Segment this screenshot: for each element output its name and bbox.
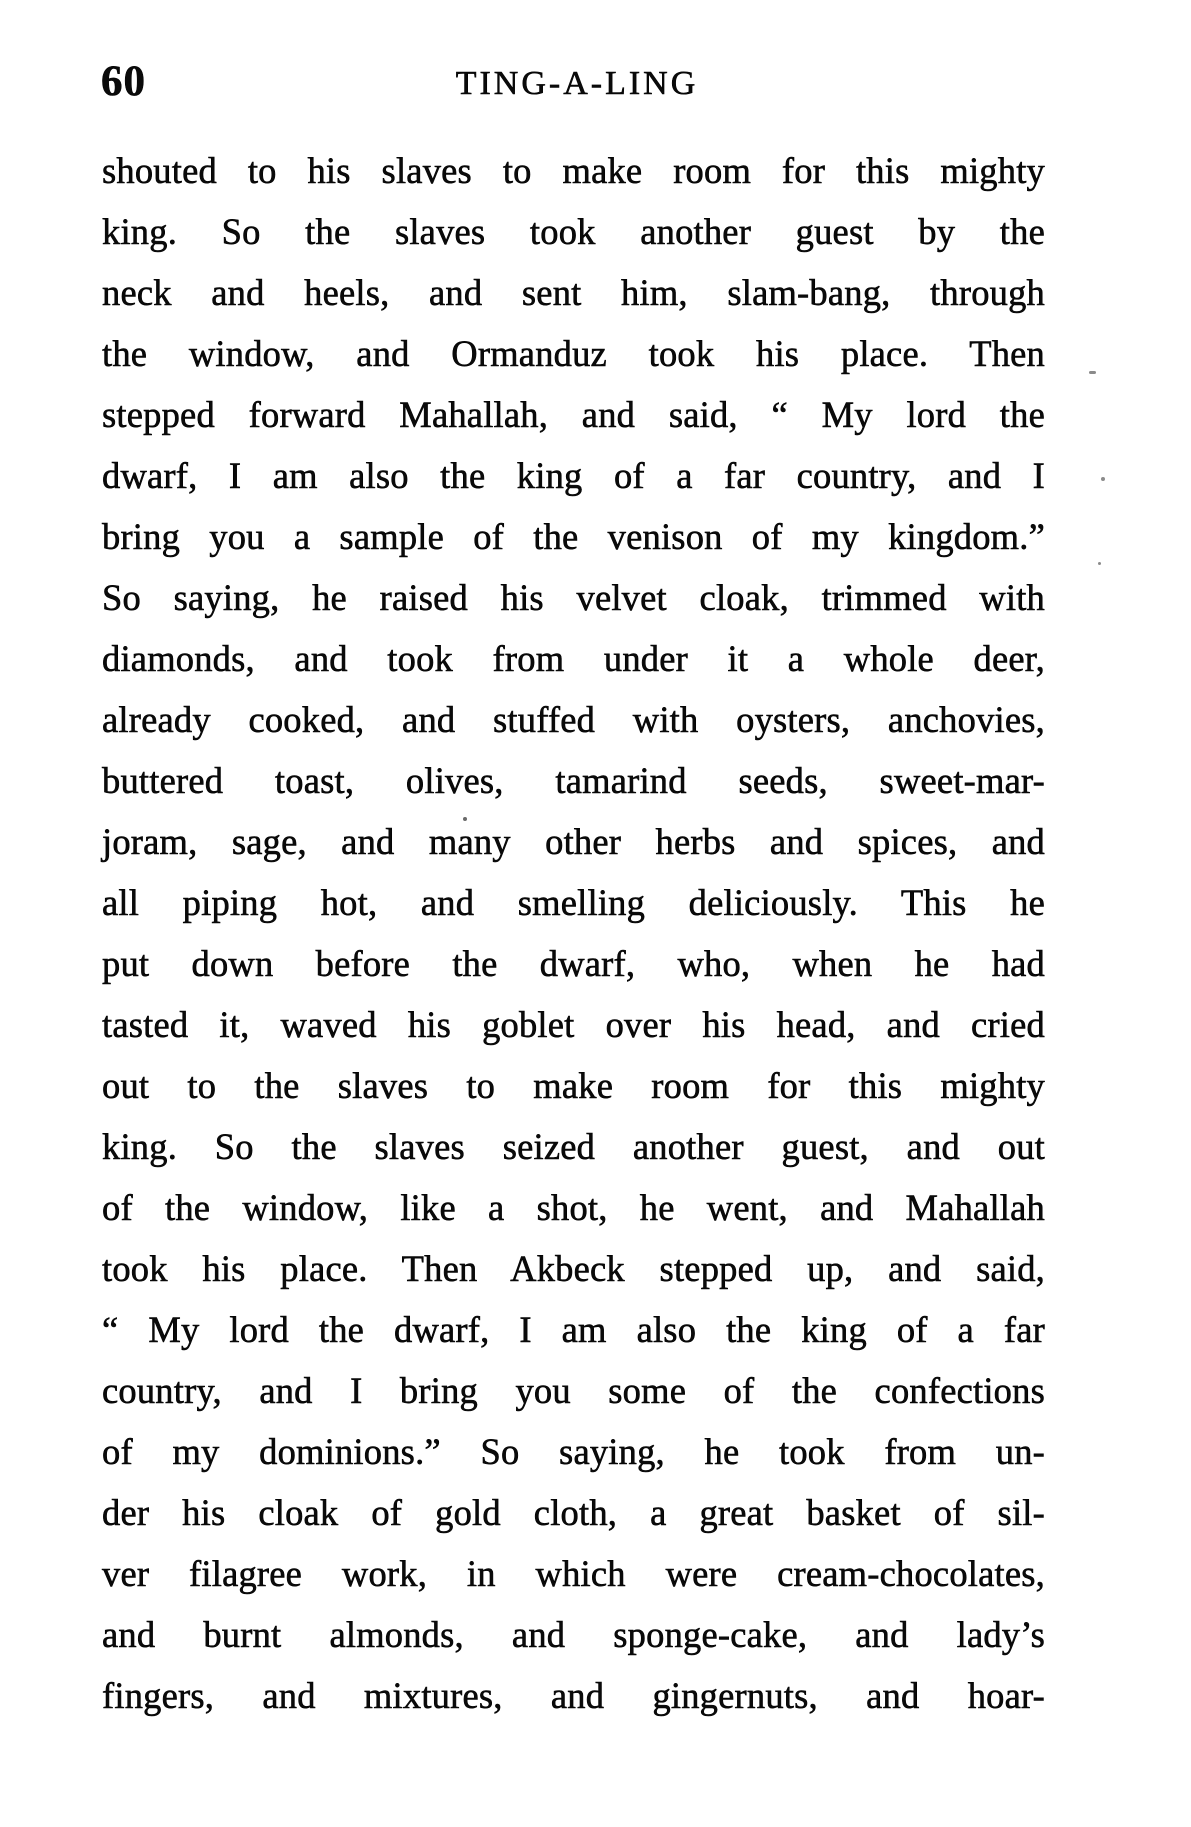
text-line: fingers, and mixtures, and gingernuts, and hoar-	[102, 1675, 1045, 1716]
text-line: stepped forward Mahallah, and said, “ My lord the	[102, 394, 1045, 435]
text-line: put down before the dwarf, who, when he had	[102, 943, 1045, 984]
text-line: der his cloak of gold cloth, a great basket of sil-	[102, 1492, 1045, 1533]
text-line: dwarf, I am also the king of a far country, and I	[102, 455, 1045, 496]
text-line: diamonds, and took from under it a whole deer,	[102, 638, 1045, 679]
scan-speck	[1098, 562, 1101, 565]
page-number: 60	[101, 58, 146, 105]
text-line: country, and I bring you some of the confections	[102, 1370, 1045, 1411]
text-line: buttered toast, olives, tamarind seeds, sweet-mar-	[102, 760, 1045, 801]
text-line: king. So the slaves seized another guest, and out	[102, 1126, 1045, 1167]
scan-speck	[1089, 371, 1096, 374]
text-line: bring you a sample of the venison of my kingdom.”	[102, 516, 1045, 557]
text-line: shouted to his slaves to make room for this mighty	[102, 150, 1045, 191]
text-line: already cooked, and stuffed with oysters, anchovies,	[102, 699, 1045, 740]
text-line: tasted it, waved his goblet over his head, and cried	[102, 1004, 1045, 1045]
text-line: king. So the slaves took another guest by the	[102, 211, 1045, 252]
text-line: of the window, like a shot, he went, and Mahallah	[102, 1187, 1045, 1228]
text-line: ver filagree work, in which were cream-chocolates,	[102, 1553, 1045, 1594]
body-text	[102, 140, 1045, 1726]
text-line: out to the slaves to make room for this mighty	[102, 1065, 1045, 1106]
text-line: all piping hot, and smelling deliciously. This he	[102, 882, 1045, 923]
text-line: So saying, he raised his velvet cloak, trimmed with	[102, 577, 1045, 618]
text-line: and burnt almonds, and sponge-cake, and lady’s	[102, 1614, 1045, 1655]
text-line: of my dominions.” So saying, he took from un-	[102, 1431, 1045, 1472]
running-title: TING-A-LING	[455, 65, 699, 102]
text-line: took his place. Then Akbeck stepped up, and said,	[102, 1248, 1045, 1289]
text-line: the window, and Ormanduz took his place. Then	[102, 333, 1045, 374]
scan-speck	[463, 817, 467, 821]
text-line: joram, sage, and many other herbs and spices, and	[102, 821, 1045, 862]
text-line: “ My lord the dwarf, I am also the king of a far	[102, 1309, 1045, 1350]
scan-speck	[1101, 477, 1105, 481]
text-line: neck and heels, and sent him, slam-bang, through	[102, 272, 1045, 313]
